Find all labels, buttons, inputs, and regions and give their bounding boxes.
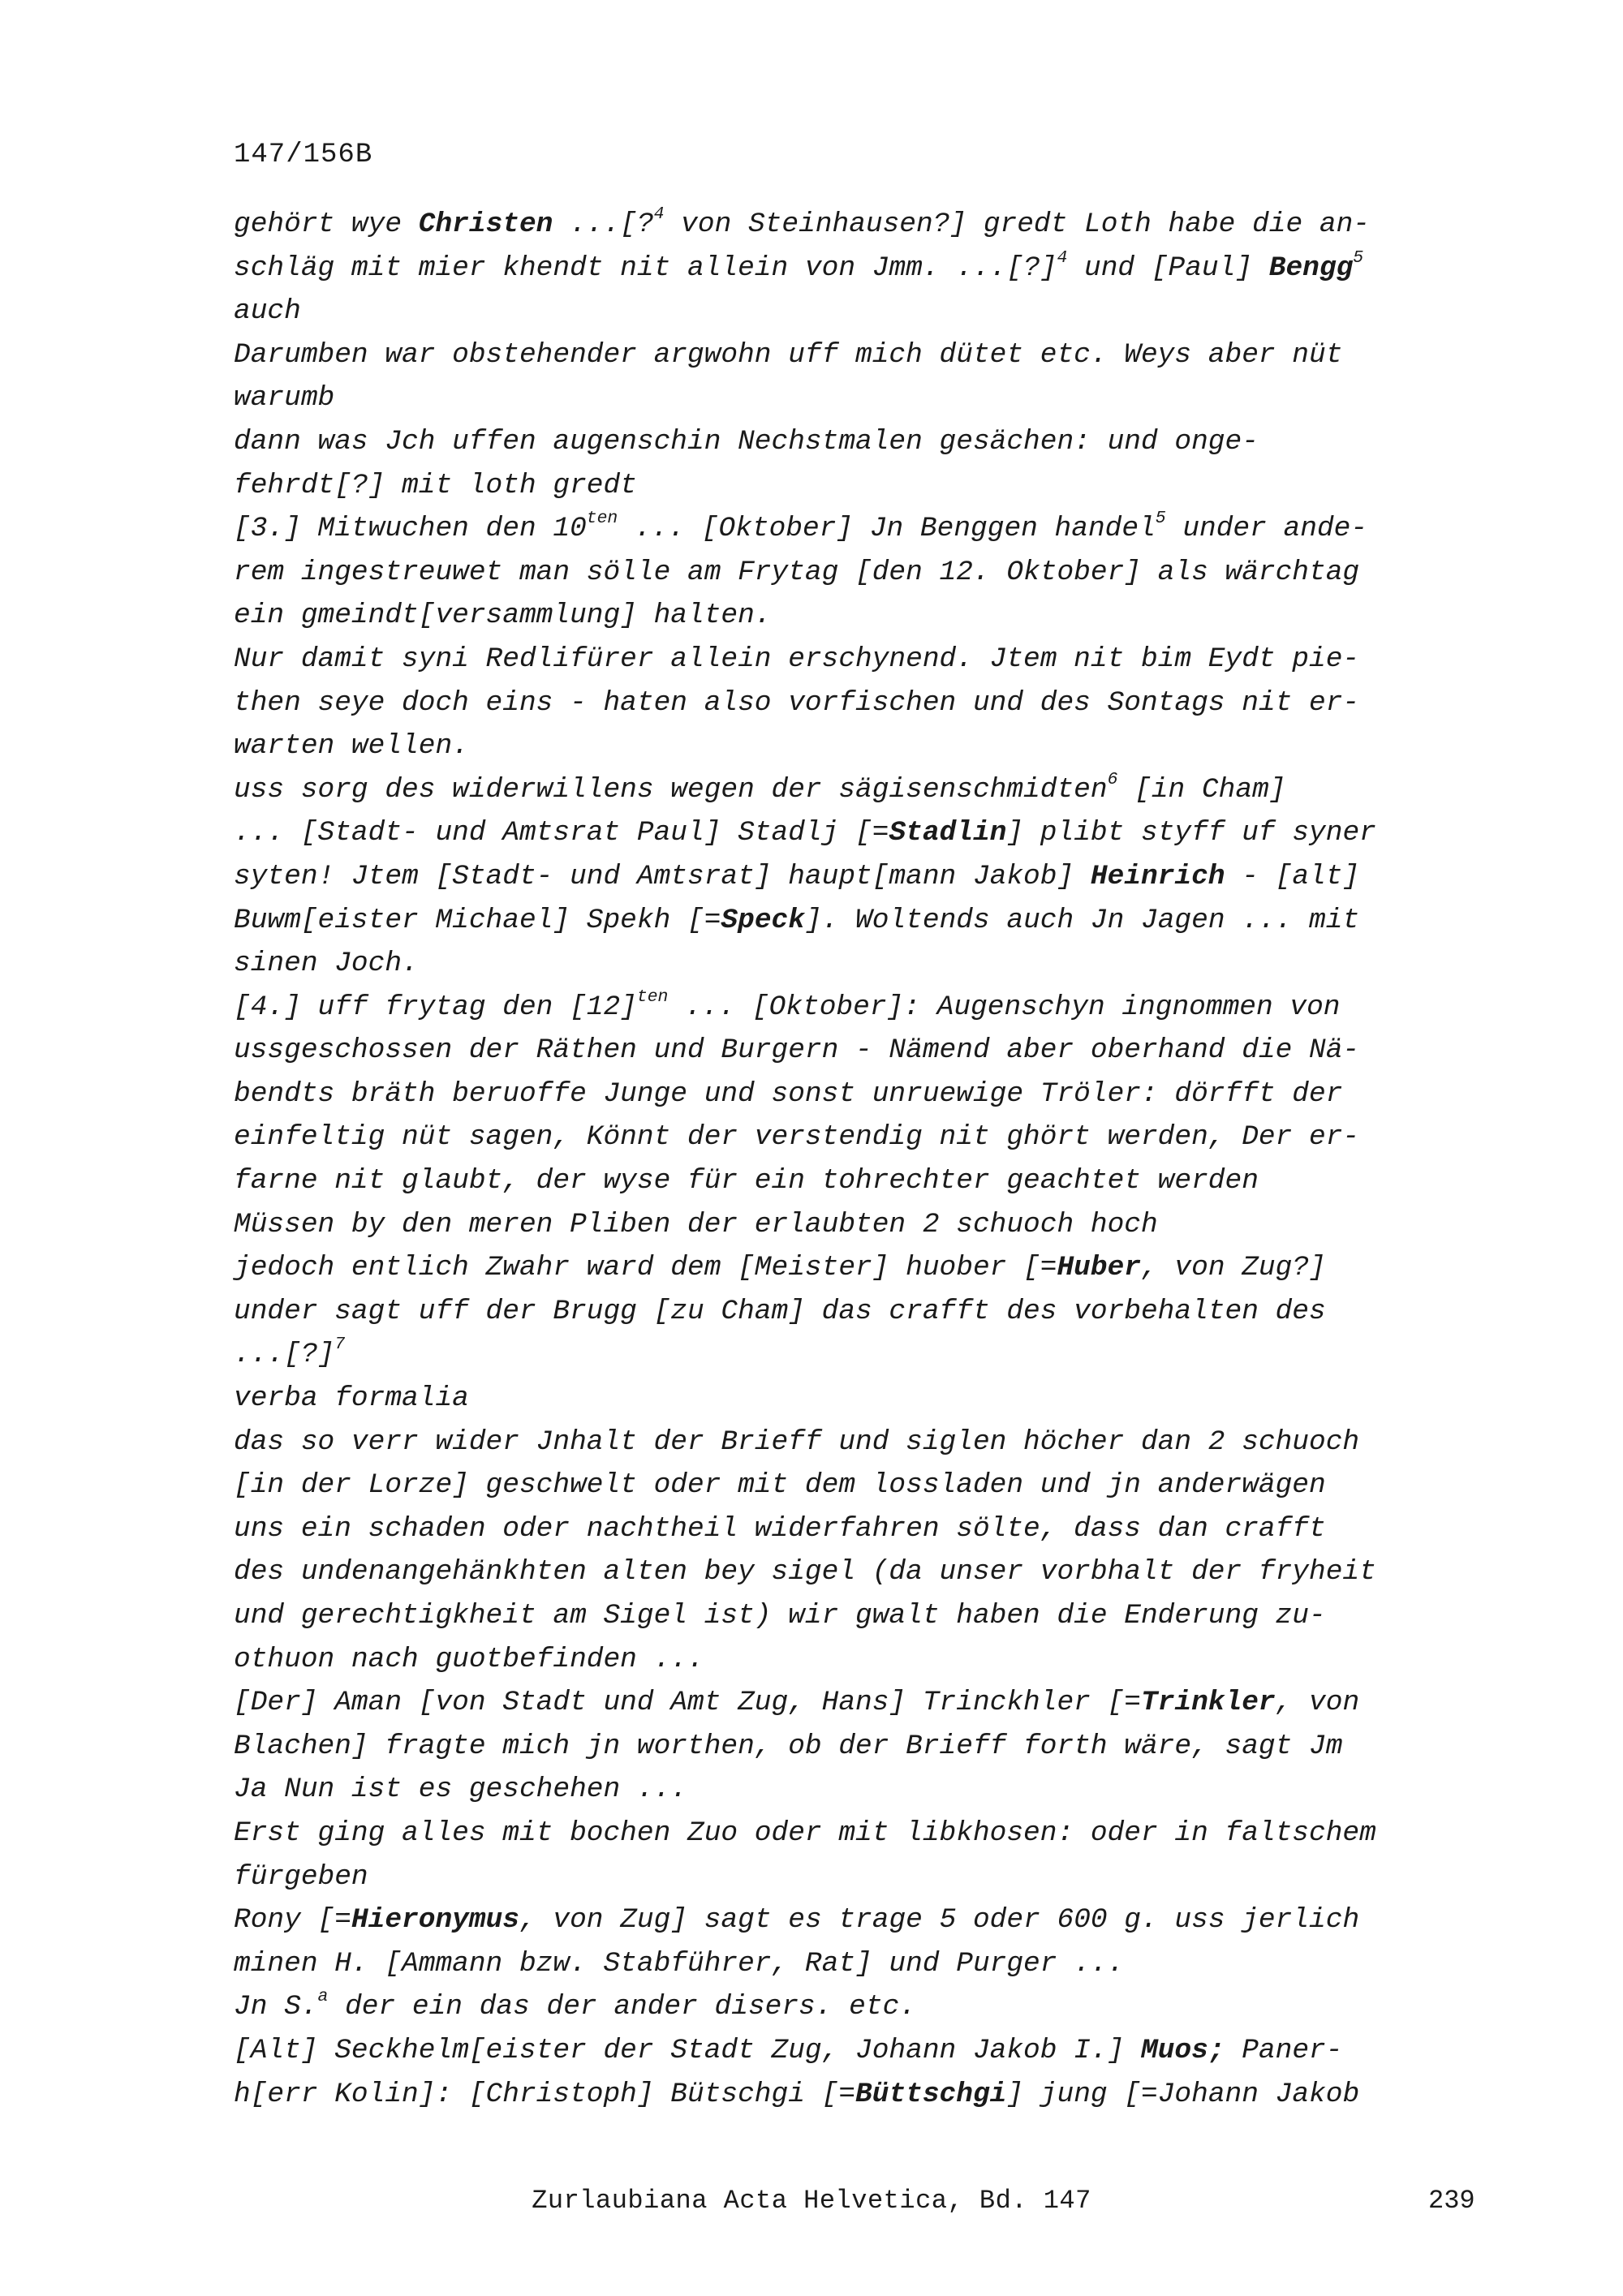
text-line	[234, 1159, 1500, 1203]
text-line	[234, 203, 1500, 247]
text-segment: [Der] Aman [von Stadt und Amt Zug, Hans] Trinckhler [=	[234, 1687, 1141, 1719]
text-segment: under ande-	[1165, 513, 1368, 545]
text-segment: under sagt uff der Brugg [zu Cham] das crafft des vorbehalten des	[234, 1295, 1326, 1327]
text-segment: dann was Jch uffen augenschin Nechstmalen gesächen: und onge-	[234, 425, 1259, 458]
text-segment: othuon nach guotbefinden ...	[234, 1643, 704, 1675]
text-line	[234, 594, 1500, 638]
text-segment: auch	[234, 295, 301, 328]
text-segment: Nur damit syni Redlifürer allein erschynend. Jtem nit bim Eydt pie-	[234, 643, 1360, 675]
footnote-marker: 7	[334, 1335, 346, 1355]
text-segment: Müssen by den meren Pliben der erlaubten 2 schuoch hoch	[234, 1208, 1158, 1240]
text-segment: ... [Oktober]: Augenschyn ingnommen von	[668, 991, 1341, 1023]
text-line	[234, 1638, 1500, 1682]
text-segment: gehört wye	[234, 209, 419, 240]
text-line	[234, 1203, 1500, 1247]
text-segment: then seye doch eins - haten also vorfischen und des Sontags nit er-	[234, 686, 1360, 719]
text-line	[234, 1377, 1500, 1421]
text-segment: Darumben war obstehender argwohn uff mich dütet etc. Weys aber nüt	[234, 338, 1343, 371]
text-line	[234, 1768, 1500, 1812]
text-line	[234, 899, 1500, 943]
text-segment: syten! Jtem [Stadt- und Amtsrat] haupt[mann Jakob]	[234, 860, 1091, 892]
text-line	[234, 724, 1500, 768]
bold-name: Muos;	[1140, 2034, 1225, 2066]
text-segment: Rony [=	[234, 1904, 351, 1937]
text-segment: und [Paul]	[1067, 252, 1269, 284]
text-segment: Blachen] fragte mich jn worthen, ob der Brieff forth wäre, sagt Jm	[234, 1730, 1343, 1762]
text-line	[234, 1333, 1500, 1377]
text-segment: , von	[1275, 1687, 1360, 1719]
text-line	[234, 333, 1500, 377]
text-segment: ] plibt styff uf syner	[1006, 817, 1376, 849]
text-segment: ... [Stadt- und Amtsrat Paul] Stadlj [=	[234, 817, 889, 849]
text-line	[234, 1507, 1500, 1551]
text-line	[234, 1246, 1500, 1290]
text-segment: des undenangehänkhten alten bey sigel (da unser vorbhalt der fryheit	[234, 1556, 1376, 1589]
text-line	[234, 551, 1500, 595]
text-segment: [in der Lorze] geschwelt oder mit dem lossladen und jn anderwägen	[234, 1469, 1326, 1502]
text-line	[234, 1812, 1500, 1855]
text-line	[234, 376, 1500, 420]
text-segment: ] jung [=Johann Jakob	[1006, 2078, 1360, 2110]
text-segment: , von Zug] sagt es trage 5 oder 600 g. uss jerlich	[519, 1904, 1360, 1937]
text-line	[234, 2073, 1500, 2117]
text-line	[234, 1855, 1500, 1899]
text-segment: Paner-	[1225, 2034, 1343, 2066]
text-segment: - [alt]	[1225, 860, 1360, 892]
bold-name: Trinkler	[1140, 1687, 1276, 1719]
text-line	[234, 2029, 1500, 2073]
text-segment: Erst ging alles mit bochen Zuo oder mit libkhosen: oder in faltschem	[234, 1817, 1376, 1849]
text-line	[234, 1464, 1500, 1507]
text-segment: schläg mit mier khendt nit allein von Jmm. ...[?]	[234, 252, 1057, 284]
text-line	[234, 1725, 1500, 1769]
text-segment: fehrdt[?] mit loth gredt	[234, 469, 637, 501]
footnote-marker: a	[317, 1987, 329, 2007]
text-line	[234, 638, 1500, 681]
text-line	[234, 1942, 1500, 1986]
text-line	[234, 811, 1500, 855]
text-segment: ussgeschossen der Räthen und Burgern - Nämend aber oberhand die Nä-	[234, 1034, 1360, 1067]
text-line	[234, 420, 1500, 464]
text-segment: verba formalia	[234, 1382, 469, 1415]
text-segment: [in Cham]	[1117, 773, 1286, 806]
text-line	[234, 1290, 1500, 1334]
text-segment: [Alt] Seckhelm[eister der Stadt Zug, Johann Jakob I.]	[234, 2034, 1141, 2066]
text-line	[234, 290, 1500, 333]
text-line	[234, 1898, 1500, 1942]
text-segment: sinen Joch.	[234, 948, 419, 980]
footnote-marker: ten	[586, 509, 618, 529]
footnote-marker: 5	[1155, 509, 1166, 529]
text-segment: minen H. [Ammann bzw. Stabführer, Rat] und Purger ...	[234, 1947, 1125, 1980]
text-line	[234, 1550, 1500, 1594]
text-line	[234, 1681, 1500, 1725]
text-line	[234, 768, 1500, 812]
text-segment: warumb	[234, 382, 335, 415]
footer-title: Zurlaubiana Acta Helvetica, Bd. 147	[532, 2186, 1091, 2216]
text-line	[234, 986, 1500, 1030]
footnote-marker: 4	[653, 204, 665, 224]
footnote-marker: 5	[1353, 247, 1364, 268]
text-line	[234, 507, 1500, 551]
footnote-marker: 4	[1057, 247, 1068, 268]
text-segment: rem ingestreuwet man sölle am Frytag [den 12. Oktober] als wärchtag	[234, 556, 1360, 588]
footnote-marker: 6	[1107, 769, 1118, 789]
text-segment: ...[?]	[234, 1339, 335, 1371]
bold-name: Speck	[721, 904, 805, 936]
text-line	[234, 247, 1500, 290]
text-segment: ein gmeindt[versammlung] halten.	[234, 600, 772, 632]
text-segment: und gerechtigkheit am Sigel ist) wir gwalt haben die Enderung zu-	[234, 1600, 1326, 1632]
text-segment: fürgeben	[234, 1860, 368, 1893]
footnote-marker: ten	[636, 987, 669, 1007]
text-segment: Buwm[eister Michael] Spekh [=	[234, 904, 721, 936]
text-segment: Jn S.	[234, 1991, 318, 2023]
text-line	[234, 1594, 1500, 1638]
text-segment: farne nit glaubt, der wyse für ein tohrechter geachtet werden	[234, 1165, 1259, 1197]
bold-name: Büttschgi	[855, 2078, 1007, 2110]
text-segment: ]. Woltends auch Jn Jagen ... mit	[804, 904, 1360, 936]
bold-name: Bengg	[1268, 252, 1354, 284]
text-segment: das so verr wider Jnhalt der Brieff und siglen höcher dan 2 schuoch	[234, 1425, 1360, 1458]
text-segment: der ein das der ander disers. etc.	[328, 1991, 916, 2023]
text-line	[234, 1029, 1500, 1073]
text-line	[234, 1985, 1500, 2029]
bold-name: Huber	[1057, 1252, 1141, 1284]
text-segment: [4.] uff frytag den [12]	[234, 991, 637, 1023]
text-segment: von Steinhausen?] gredt Loth habe die an-	[664, 209, 1370, 240]
text-segment: uns ein schaden oder nachtheil widerfahren sölte, dass dan crafft	[234, 1512, 1326, 1545]
bold-name: Christen	[418, 209, 553, 240]
bold-name: Stadlin	[889, 817, 1007, 849]
text-segment: warten wellen.	[234, 730, 469, 763]
text-segment: einfeltig nüt sagen, Könnt der verstendig nit ghört werden, Der er-	[234, 1121, 1360, 1154]
text-segment: bendts bräth beruoffe Junge und sonst unruewige Tröler: dörfft der	[234, 1077, 1343, 1110]
text-line	[234, 942, 1500, 986]
text-segment: uss sorg des widerwillens wegen der sägisenschmidten	[234, 773, 1108, 806]
text-line	[234, 855, 1500, 899]
text-segment: , von Zug?]	[1141, 1252, 1326, 1284]
transcription-body	[234, 203, 1500, 2116]
text-segment: [3.] Mitwuchen den 10	[234, 513, 587, 545]
text-segment: jedoch entlich Zwahr ward dem [Meister] huober [=	[234, 1252, 1057, 1284]
text-line	[234, 1421, 1500, 1464]
text-line	[234, 1073, 1500, 1116]
text-line	[234, 464, 1500, 508]
text-line	[234, 681, 1500, 725]
text-segment: Ja Nun ist es geschehen ...	[234, 1774, 687, 1806]
text-segment: ...[?	[553, 209, 654, 240]
bold-name: Hieronymus	[351, 1904, 519, 1937]
document-signature: 147/156B	[234, 140, 373, 170]
bold-name: Heinrich	[1090, 860, 1225, 892]
text-segment: h[err Kolin]: [Christoph] Bütschgi [=	[234, 2078, 856, 2110]
text-segment: ... [Oktober] Jn Benggen handel	[618, 513, 1156, 545]
text-line	[234, 1116, 1500, 1159]
page-number: 239	[1428, 2186, 1475, 2216]
